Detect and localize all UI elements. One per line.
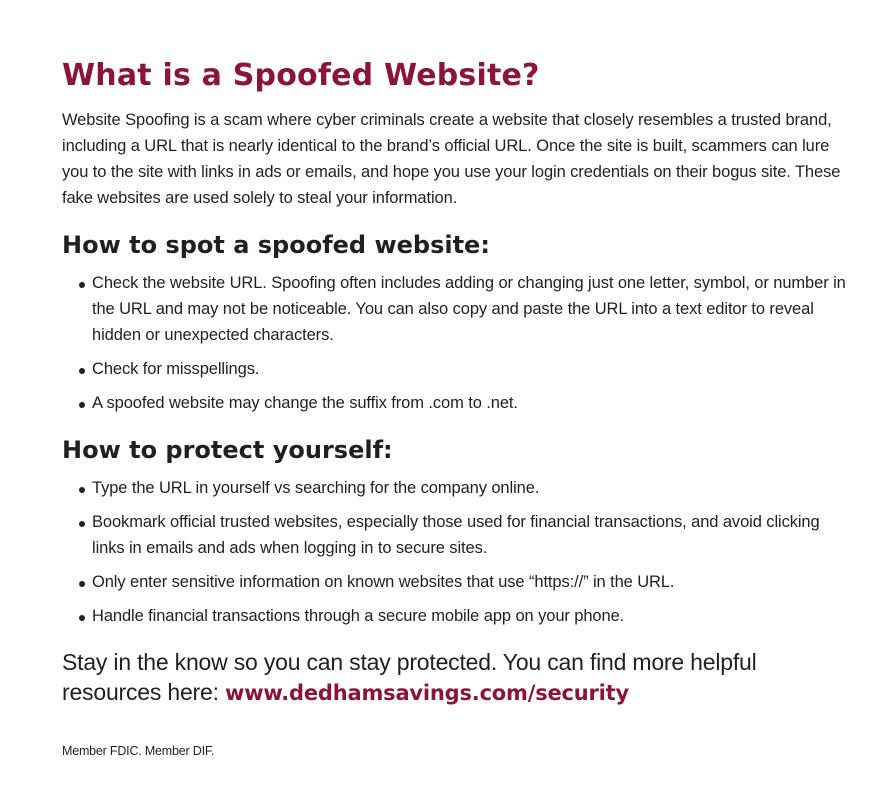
list-item xyxy=(78,569,854,595)
list-item-text: Handle financial transactions through a secure mobile app on your phone. xyxy=(92,607,625,625)
security-link[interactable]: www.dedhamsavings.com/security xyxy=(225,681,630,705)
bullet-icon xyxy=(79,402,85,408)
footer-disclaimer: Member FDIC. Member DIF. xyxy=(62,744,215,758)
list-item xyxy=(78,270,854,348)
protect-heading: How to protect yourself: xyxy=(62,436,393,464)
page-title: What is a Spoofed Website? xyxy=(62,58,540,93)
bullet-icon xyxy=(79,282,85,288)
list-item xyxy=(78,603,854,629)
closing-paragraph xyxy=(62,647,854,708)
bullet-icon xyxy=(79,521,85,527)
document-page xyxy=(62,56,854,758)
spot-list xyxy=(62,270,854,416)
bullet-icon xyxy=(79,368,85,374)
list-item-text: A spoofed website may change the suffix from .com to .net. xyxy=(92,394,518,412)
list-item xyxy=(78,509,854,561)
list-item xyxy=(78,475,854,501)
bullet-icon xyxy=(79,581,85,587)
list-item-text: Check for misspellings. xyxy=(92,360,260,378)
list-item-text: Check the website URL. Spoofing often includes adding or changing just one letter, symbol, or number in the URL and may not be noticeable. You can also copy and paste the URL into a text editor to reveal hidden or unexpected characters. xyxy=(92,274,846,344)
list-item xyxy=(78,356,854,382)
spot-heading: How to spot a spoofed website: xyxy=(62,231,490,259)
list-item xyxy=(78,390,854,416)
list-item-text: Type the URL in yourself vs searching for the company online. xyxy=(92,479,540,497)
list-item-text: Only enter sensitive information on known websites that use “https://” in the URL. xyxy=(92,573,675,591)
protect-list xyxy=(62,475,854,629)
closing-text: Stay in the know so you can stay protected. You can find more helpful resources here: xyxy=(62,649,757,705)
list-item-text: Bookmark official trusted websites, especially those used for financial transactions, and avoid clicking links in emails and ads when logging in to secure sites. xyxy=(92,513,820,557)
bullet-icon xyxy=(79,487,85,493)
intro-paragraph: Website Spoofing is a scam where cyber criminals create a website that closely resembles a trusted brand, including a URL that is nearly identical to the brand’s official URL. Once the site is built, scammers can lure you to the site with links in ads or emails, and hope you use your login credentials on their bogus site. These fake websites are used solely to steal your information. xyxy=(62,111,841,207)
bullet-icon xyxy=(79,615,85,621)
